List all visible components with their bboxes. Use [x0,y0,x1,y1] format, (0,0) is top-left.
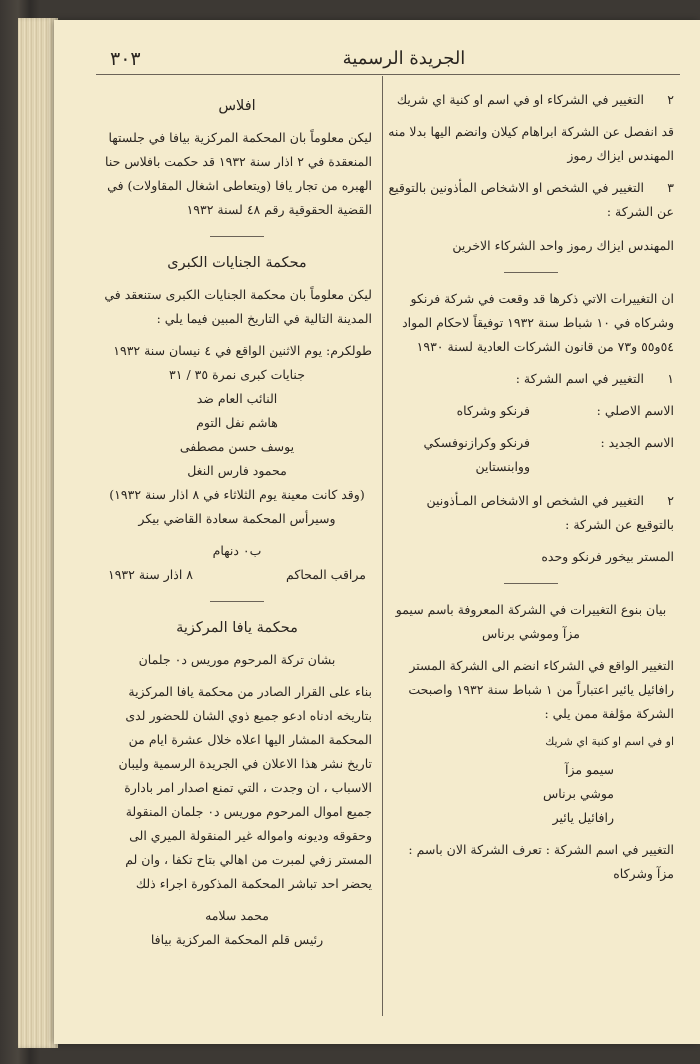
defendant: هاشم نفل التوم [196,415,278,430]
final-signature-role: رئيس قلم المحكمة المركزية بيافا [150,932,324,947]
estate-text: بناء على القرار الصادر من محكمة يافا المركزية بتاريخه ادناه ادعو جميع ذوي الشان للحضور لدى المحكمة المشار اليها اعلاه خلال عشرة ايام من تاريخ نشر هذا الاعلان في الجريدة الرسمية وليبان الاسباب ، ان وجدت ، التي تمنع اصدار امر بادارة جميع اموال المرحوم موريس د٠ جلمان المنقولة وحقوقه وديونه وامواله غير المنقولة الميري الى المستر زفي لمبرت من اهالي بتاح تكفا ، وان لم يحضر احد تباشر المحكمة المذكورة اجراء ذلك [118,684,372,891]
separator [210,236,264,237]
estate-line: بشان تركة المرحوم موريس د٠ جلمان [138,652,336,667]
previous-date: (وقد كانت معينة يوم الثلاثاء في ٨ اذار سنة ١٩٣٢) [109,487,365,502]
left-column [102,84,372,952]
final-signature-name: محمد سلامه [205,908,269,923]
partner-name: رافائيل يائير [552,810,614,825]
item-number: ١ [667,371,674,386]
page-header [54,48,700,88]
item-number: ٢ [667,493,674,508]
page-edges [18,18,58,1048]
defendant: محمود فارس النغل [187,463,287,478]
notice-intro: ان التغييرات الاتي ذكرها قد وقعت في شركة فرنكو وشركاه في ١٠ شباط سنة ١٩٣٢ توفيقاً لاحكام المواد ٥٤و٥٥ و٧٣ من قانون الشركات العادية لسنة ١٩٣٠ [402,291,674,354]
separator [504,583,558,584]
bankruptcy-title: افلاس [218,98,256,114]
item-number: ٣ [667,180,674,195]
presiding-judge: وسيرأس المحكمة سعادة القاضي بيكر [138,511,336,526]
defendant: يوسف حسن مصطفى [179,439,295,454]
original-name: فرنكو وشركاه [456,403,530,418]
separator [210,601,264,602]
jaffa-court-title: محكمة يافا المركزية [176,620,298,636]
name-change-label: التغيير في اسم الشركة : [545,842,674,857]
item-number: ٢ [667,92,674,107]
court-title: محكمة الجنايات الكبرى [167,255,307,271]
signature-date: ٨ اذار سنة ١٩٣٢ [108,567,193,582]
session-line: طولكرم: يوم الاثنين الواقع في ٤ نيسان سنة ١٩٣٢ [113,343,372,358]
bankruptcy-text: ليكن معلوماً بان المحكمة المركزية بيافا في جلستها المنعقدة في ٢ اذار سنة ١٩٣٢ قد حكمت بافلاس حنا الهبره من تجار يافا (ويتعاطى اشغال المقاولات) في القضية الحقوقية رقم ٤٨ لسنة ١٩٣٢ [105,130,372,217]
item-text: المستر بيخور فرنكو وحده [541,549,674,564]
item-heading: التغيير في الشركاء او في اسم او كنية اي شريك [396,92,645,107]
right-column [388,84,674,894]
prosecutor: النائب العام ضد [196,391,278,406]
item-text: المهندس ايزاك رموز واحد الشركاء الاخرين [452,238,674,253]
partner-list [388,758,674,830]
separator [504,272,558,273]
item-text: قد انفصل عن الشركة ابراهام كيلان وانضم اليها بدلا منه المهندس ايزاك رموز [388,124,674,163]
original-name-label: الاسم الاصلي : [596,403,674,418]
header-rule [96,74,680,75]
partner-name: موشي برناس [543,786,614,801]
gazette-page [54,20,700,1044]
signature-role: مراقب المحاكم [286,567,366,582]
notice-title: بيان بنوع التغييرات في الشركة المعروفة باسم سيمو مزآ وموشي برناس [395,602,667,641]
new-name-label: الاسم الجديد : [600,435,674,450]
case-number: جنايات كبرى نمرة ٣٥ / ٣١ [169,367,305,382]
notice-side-note: او في اسم او كنية اي شريك [545,735,674,748]
signature-name: ب٠ دنهام [212,543,262,558]
partner-name: سيمو مزآ [565,762,614,777]
item-heading: التغيير في اسم الشركة : [515,371,645,386]
name-change-text: تعرف الشركة الان باسم : مزآ وشركاه [408,842,674,881]
notice-text: التغيير الواقع في الشركاء انضم الى الشركة المستر رافائيل يائير اعتباراً من ١ شباط سنة ١٩٣٢ واصبحت الشركة مؤلفة ممن يلي : [408,658,674,721]
page-title: الجريدة الرسمية [342,48,466,69]
page-number: ٣٠٣ [110,48,141,70]
court-intro: ليكن معلوماً بان محكمة الجنايات الكبرى ستنعقد في المدينة التالية في التاريخ المبين فيما يلي : [104,287,372,326]
item-heading: التغيير في الشخص او الاشخاص المـأذونين بالتوقيع عن الشركة : [426,493,674,532]
new-name: فرنكو وكرازنوفسكي ووابنستاين [423,435,530,474]
item-heading: التغيير في الشخص او الاشخاص المأذونين بالتوقيع عن الشركة : [388,180,674,219]
column-divider [382,76,383,1016]
